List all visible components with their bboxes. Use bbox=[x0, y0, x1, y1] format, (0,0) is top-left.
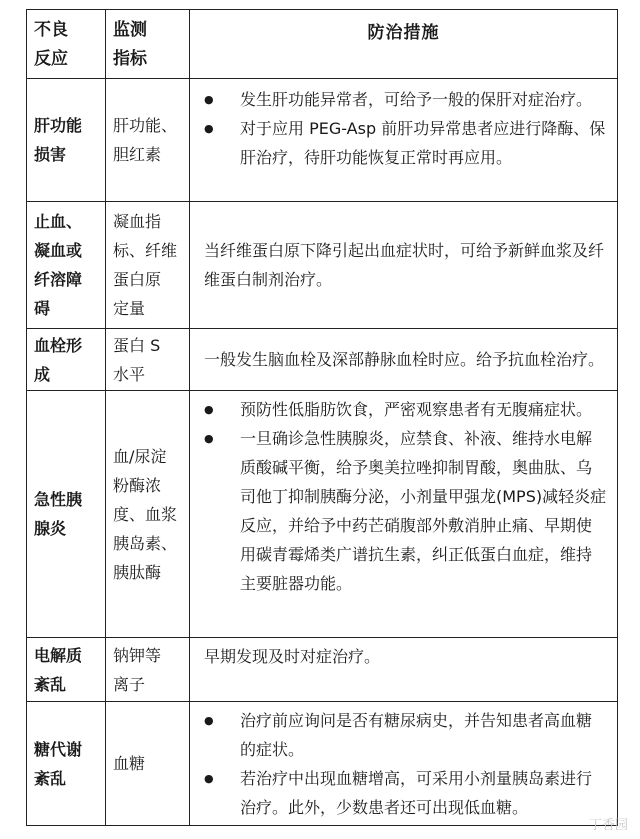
table-row bbox=[27, 329, 618, 391]
bullet-text: 发生肝功能异常者，可给予一般的保肝对症治疗。 bbox=[240, 90, 593, 109]
bullet-icon: ● bbox=[204, 403, 214, 416]
reaction-cell: 血栓形 成 bbox=[27, 329, 106, 391]
table-row bbox=[27, 391, 618, 638]
reaction-cell: 肝功能 损害 bbox=[27, 79, 106, 202]
measures-cell bbox=[190, 391, 618, 638]
reaction-cell: 电解质 紊乱 bbox=[27, 638, 106, 702]
indicator-cell: 血/尿淀 粉酶浓 度、血浆 胰岛素、 胰肽酶 bbox=[106, 391, 190, 638]
measures-cell bbox=[190, 79, 618, 202]
table-row bbox=[27, 702, 618, 826]
reaction-cell: 止血、 凝血或 纤溶障 碍 bbox=[27, 202, 106, 329]
indicator-cell: 蛋白 S 水平 bbox=[106, 329, 190, 391]
table-row bbox=[27, 638, 618, 702]
bullet-item bbox=[200, 424, 607, 598]
bullet-text: 一旦确诊急性胰腺炎，应禁食、补液、维持水电解质酸碱平衡，给予奥美拉唑抑制胃酸，奥曲肽、乌司他丁抑制胰酶分泌，小剂量甲强龙(MPS)减轻炎症反应，并给予中药芒硝腹部外敷消肿止痛、早期使用碳青霉烯类广谱抗生素，纠正低蛋白血症，维持主要脏器功能。 bbox=[240, 429, 607, 593]
bullet-text: 对于应用 PEG-Asp 前肝功异常患者应进行降酶、保肝治疗，待肝功能恢复正常时再应用。 bbox=[240, 119, 606, 167]
bullet-item bbox=[200, 706, 607, 764]
adverse-reaction-table bbox=[26, 9, 618, 826]
header-reaction: 不良 反应 bbox=[27, 10, 106, 79]
header-row bbox=[27, 10, 618, 79]
bullet-text: 预防性低脂肪饮食，严密观察患者有无腹痛症状。 bbox=[240, 400, 593, 419]
measure-text: 当纤维蛋白原下降引起出血症状时，可给予新鲜血浆及纤维蛋白制剂治疗。 bbox=[204, 241, 605, 289]
header-indicator: 监测 指标 bbox=[106, 10, 190, 79]
measures-cell bbox=[190, 329, 618, 391]
indicator-cell: 肝功能、 胆红素 bbox=[106, 79, 190, 202]
bullet-text: 治疗前应询问是否有糖尿病史，并告知患者高血糖的症状。 bbox=[240, 711, 593, 759]
indicator-cell: 凝血指 标、纤维 蛋白原 定量 bbox=[106, 202, 190, 329]
bullet-text: 若治疗中出现血糖增高，可采用小剂量胰岛素进行治疗。此外，少数患者还可出现低血糖。 bbox=[240, 769, 593, 817]
reaction-cell: 急性胰 腺炎 bbox=[27, 391, 106, 638]
indicator-cell: 钠钾等 离子 bbox=[106, 638, 190, 702]
reaction-cell: 糖代谢 紊乱 bbox=[27, 702, 106, 826]
measures-cell bbox=[190, 638, 618, 702]
indicator-cell: 血糖 bbox=[106, 702, 190, 826]
measure-text: 一般发生脑血栓及深部静脉血栓时应。给予抗血栓治疗。 bbox=[204, 350, 605, 369]
bullet-item bbox=[200, 764, 607, 822]
bullet-icon: ● bbox=[204, 93, 214, 106]
measures-cell bbox=[190, 702, 618, 826]
bullet-icon: ● bbox=[204, 714, 214, 727]
bullet-item bbox=[200, 85, 607, 114]
header-measures: 防治措施 bbox=[190, 10, 618, 79]
measures-cell bbox=[190, 202, 618, 329]
table-row bbox=[27, 202, 618, 329]
bullet-icon: ● bbox=[204, 432, 214, 445]
bullet-icon: ● bbox=[204, 772, 214, 785]
watermark-logo: 丁香园 bbox=[588, 818, 628, 833]
measure-text: 早期发现及时对症治疗。 bbox=[204, 647, 381, 666]
bullet-item bbox=[200, 114, 607, 172]
bullet-item bbox=[200, 395, 607, 424]
table-row bbox=[27, 79, 618, 202]
bullet-icon: ● bbox=[204, 122, 214, 135]
